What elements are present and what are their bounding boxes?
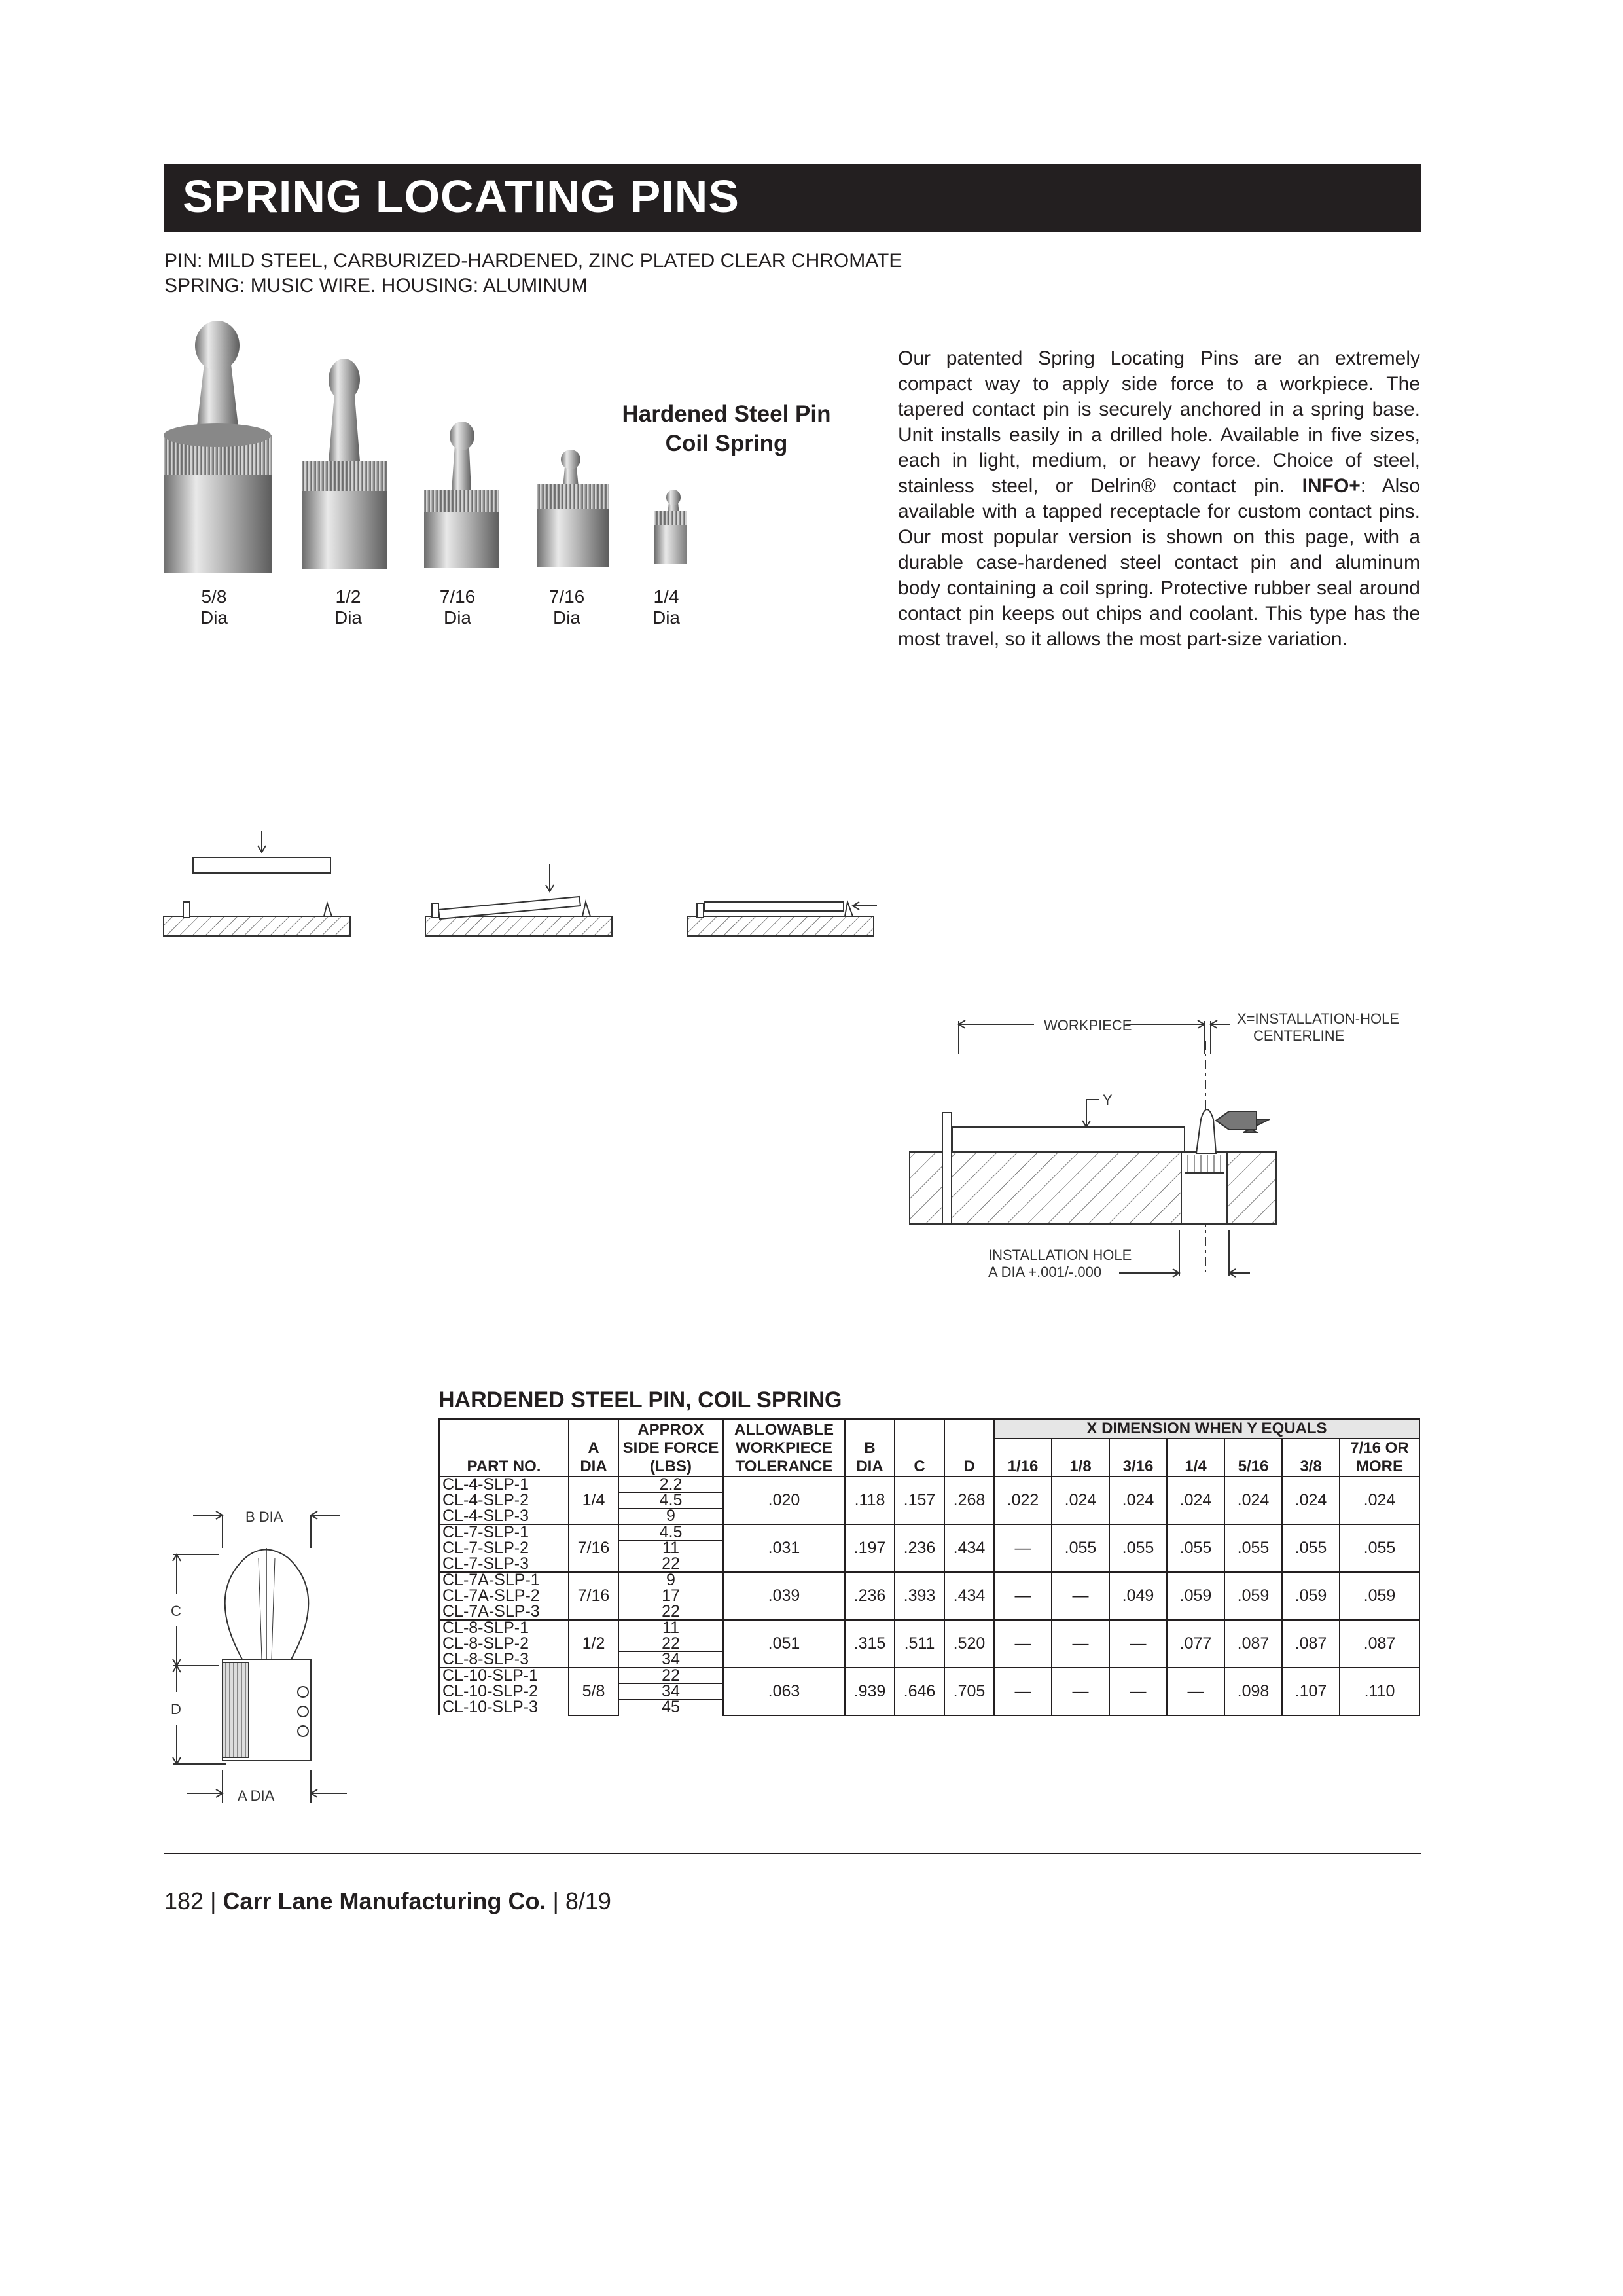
pin-size: 1/4 xyxy=(653,586,679,607)
photo-title-line-1: Hardened Steel Pin xyxy=(622,401,831,427)
page-title: SPRING LOCATING PINS xyxy=(183,171,740,222)
d-cell: .520 xyxy=(944,1620,994,1668)
b-dia-h1: B xyxy=(864,1439,876,1457)
tolerance-cell: .063 xyxy=(723,1668,845,1715)
x-dimension-cell: .059 xyxy=(1167,1572,1224,1620)
x-dimension-cell: .024 xyxy=(1282,1477,1340,1524)
side-force-cell: 4.5 xyxy=(618,1524,723,1541)
b-dia-cell: .315 xyxy=(845,1620,895,1668)
pin-label xyxy=(614,586,719,628)
x-label-line-1: X=INSTALLATION-HOLE xyxy=(1237,1011,1399,1027)
x-dimension-cell: .055 xyxy=(1282,1524,1340,1572)
x-dimension-cell: .022 xyxy=(994,1477,1052,1524)
tol-h3: TOLERANCE xyxy=(735,1458,833,1475)
b-dia-cell: .118 xyxy=(845,1477,895,1524)
hole-label-line-2: A DIA +.001/-.000 xyxy=(988,1264,1102,1280)
x-dimension-cell: .087 xyxy=(1224,1620,1282,1668)
c-label: C xyxy=(171,1603,181,1619)
side-force-cell: 11 xyxy=(618,1620,723,1636)
x-dimension-cell: .024 xyxy=(1167,1477,1224,1524)
tolerance-cell: .020 xyxy=(723,1477,845,1524)
a-dia-cell: 5/8 xyxy=(569,1668,618,1715)
col-x-dimension-group: X DIMENSION WHEN Y EQUALS xyxy=(994,1419,1419,1439)
c-cell: .393 xyxy=(895,1572,944,1620)
x-dimension-cell: .055 xyxy=(1052,1524,1109,1572)
footer-rule xyxy=(164,1853,1421,1854)
a-dia-h1: A xyxy=(588,1439,599,1457)
part-number-cell: CL-7-SLP-2 xyxy=(439,1541,569,1556)
pin-label xyxy=(405,586,510,628)
side-force-cell: 9 xyxy=(618,1509,723,1525)
x-dimension-cell: .024 xyxy=(1340,1477,1419,1524)
x-dimension-cell: — xyxy=(994,1668,1052,1715)
col-x-1-4: 1/4 xyxy=(1167,1439,1224,1477)
tolerance-cell: .039 xyxy=(723,1572,845,1620)
col-part-no: PART NO. xyxy=(439,1419,569,1477)
footer-date: 8/19 xyxy=(565,1888,611,1914)
pin-size: 7/16 xyxy=(439,586,476,607)
x-dimension-cell: .098 xyxy=(1224,1668,1282,1715)
description-text-1: Our patented Spring Locating Pins are an extremely compact way to apply side force to a workpiece. The tapered contact pin is securely anchored in a spring base. Unit installs easily in a drilled hole. Available in five sizes, each in light, medium, or heavy force. Choice of steel, stainless steel, or Delrin® contact pin. xyxy=(898,348,1420,497)
c-cell: .646 xyxy=(895,1668,944,1715)
pin-unit: Dia xyxy=(200,607,228,628)
workpiece-label: WORKPIECE xyxy=(1044,1017,1132,1033)
pin-size: 7/16 xyxy=(548,586,585,607)
x-dimension-cell: — xyxy=(1109,1668,1167,1715)
col-tolerance xyxy=(723,1419,845,1477)
x-dimension-cell: — xyxy=(1052,1572,1109,1620)
tol-h1: ALLOWABLE xyxy=(734,1421,834,1439)
x-dimension-cell: — xyxy=(1167,1668,1224,1715)
col-a-dia xyxy=(569,1419,618,1477)
company-name: Carr Lane Manufacturing Co. xyxy=(223,1888,546,1914)
a-dia-cell: 1/2 xyxy=(569,1620,618,1668)
table-row xyxy=(439,1668,1419,1684)
hole-label-line-1: INSTALLATION HOLE xyxy=(988,1247,1132,1263)
tol-h2: WORKPIECE xyxy=(735,1439,832,1457)
col-x-7-16-more: 7/16 OR MORE xyxy=(1340,1439,1419,1477)
x-dimension-cell: .055 xyxy=(1167,1524,1224,1572)
x-dimension-cell: .087 xyxy=(1340,1620,1419,1668)
photo-title xyxy=(589,399,864,458)
col-d: D xyxy=(944,1419,994,1477)
part-number-cell: CL-4-SLP-1 xyxy=(439,1477,569,1493)
part-number-cell: CL-4-SLP-3 xyxy=(439,1509,569,1525)
operation-diagrams xyxy=(160,825,880,942)
table-title: HARDENED STEEL PIN, COIL SPRING xyxy=(438,1388,842,1412)
x-dimension-cell: .087 xyxy=(1282,1620,1340,1668)
table-row xyxy=(439,1620,1419,1636)
y-label: Y xyxy=(1103,1092,1113,1108)
force-h2: SIDE FORCE xyxy=(622,1439,719,1457)
side-force-cell: 22 xyxy=(618,1556,723,1573)
dimension-diagram xyxy=(160,1496,376,1820)
force-h1: APPROX xyxy=(637,1421,704,1439)
force-h3: (LBS) xyxy=(650,1458,692,1475)
x-label-line-2: CENTERLINE xyxy=(1253,1028,1345,1044)
pin-label xyxy=(514,586,619,628)
page-number: 182 xyxy=(164,1888,204,1914)
x-dimension-cell: .059 xyxy=(1282,1572,1340,1620)
d-cell: .434 xyxy=(944,1524,994,1572)
part-number-cell: CL-10-SLP-1 xyxy=(439,1668,569,1684)
part-number-cell: CL-7-SLP-1 xyxy=(439,1524,569,1541)
c-cell: .236 xyxy=(895,1524,944,1572)
table-row xyxy=(439,1477,1419,1493)
x-dimension-cell: — xyxy=(994,1620,1052,1668)
x-dimension-cell: .055 xyxy=(1224,1524,1282,1572)
pin-5-8-image xyxy=(164,321,272,573)
info-label: INFO+ xyxy=(1302,475,1361,497)
x-dimension-cell: — xyxy=(1052,1668,1109,1715)
installation-diagram xyxy=(903,1001,1427,1302)
part-number-cell: CL-8-SLP-2 xyxy=(439,1636,569,1652)
part-number-cell: CL-8-SLP-1 xyxy=(439,1620,569,1636)
footer: 182 | Carr Lane Manufacturing Co. | 8/19 xyxy=(164,1888,611,1914)
pin-1-4-image xyxy=(654,490,687,564)
col-x-3-8: 3/8 xyxy=(1282,1439,1340,1477)
col-x-5-16: 5/16 xyxy=(1224,1439,1282,1477)
x-dimension-cell: — xyxy=(994,1572,1052,1620)
col-x-1-8: 1/8 xyxy=(1052,1439,1109,1477)
materials-line-1: PIN: MILD STEEL, CARBURIZED-HARDENED, ZINC PLATED CLEAR CHROMATE xyxy=(164,250,902,272)
x-dimension-cell: .055 xyxy=(1109,1524,1167,1572)
col-x-3-16: 3/16 xyxy=(1109,1439,1167,1477)
side-force-cell: 22 xyxy=(618,1636,723,1652)
side-force-cell: 22 xyxy=(618,1668,723,1684)
x-dimension-cell: .049 xyxy=(1109,1572,1167,1620)
x-dimension-cell: .024 xyxy=(1224,1477,1282,1524)
pin-7-16-image xyxy=(424,422,499,568)
part-number-cell: CL-4-SLP-2 xyxy=(439,1493,569,1509)
d-cell: .705 xyxy=(944,1668,994,1715)
photo-title-line-2: Coil Spring xyxy=(665,431,788,456)
side-force-cell: 45 xyxy=(618,1700,723,1715)
side-force-cell: 17 xyxy=(618,1588,723,1604)
spec-table xyxy=(438,1418,1420,1716)
pin-unit: Dia xyxy=(552,607,580,628)
x-dimension-cell: — xyxy=(1109,1620,1167,1668)
description xyxy=(898,346,1420,652)
d-label: D xyxy=(171,1701,181,1717)
pin-label xyxy=(162,586,266,628)
table-row xyxy=(439,1572,1419,1588)
table-row xyxy=(439,1524,1419,1541)
materials-line-2: SPRING: MUSIC WIRE. HOUSING: ALUMINUM xyxy=(164,275,588,296)
pin-size: 5/8 xyxy=(201,586,227,607)
pin-unit: Dia xyxy=(443,607,471,628)
x-dimension-cell: .059 xyxy=(1224,1572,1282,1620)
x-dimension-cell: — xyxy=(1052,1620,1109,1668)
side-force-cell: 9 xyxy=(618,1572,723,1588)
a-dia-cell: 1/4 xyxy=(569,1477,618,1524)
col-c: C xyxy=(895,1419,944,1477)
side-force-cell: 34 xyxy=(618,1652,723,1668)
pin-unit: Dia xyxy=(334,607,362,628)
part-number-cell: CL-7A-SLP-2 xyxy=(439,1588,569,1604)
tolerance-cell: .051 xyxy=(723,1620,845,1668)
side-force-cell: 34 xyxy=(618,1684,723,1700)
a-dia-cell: 7/16 xyxy=(569,1572,618,1620)
part-number-cell: CL-8-SLP-3 xyxy=(439,1652,569,1668)
pin-7-16-short-image xyxy=(537,450,609,567)
x-dimension-cell: .059 xyxy=(1340,1572,1419,1620)
side-force-cell: 11 xyxy=(618,1541,723,1556)
pin-unit: Dia xyxy=(652,607,680,628)
pin-size: 1/2 xyxy=(335,586,361,607)
b-dia-cell: .197 xyxy=(845,1524,895,1572)
part-number-cell: CL-7A-SLP-1 xyxy=(439,1572,569,1588)
c-cell: .511 xyxy=(895,1620,944,1668)
side-force-cell: 2.2 xyxy=(618,1477,723,1493)
x-dimension-cell: .077 xyxy=(1167,1620,1224,1668)
x-dimension-cell: — xyxy=(994,1524,1052,1572)
part-number-cell: CL-7-SLP-3 xyxy=(439,1556,569,1573)
title-bar xyxy=(164,164,1421,232)
part-number-cell: CL-10-SLP-2 xyxy=(439,1684,569,1700)
col-x-1-16: 1/16 xyxy=(994,1439,1052,1477)
tolerance-cell: .031 xyxy=(723,1524,845,1572)
description-text-2: : Also available with a tapped receptacle for custom contact pins. Our most popular version is shown on this page, with a durable case-hardened steel contact pin and aluminum body containing a coil spring. Protective rubber seal around contact pin keeps out chips and coolant. This type has the most travel, so it allows the most part-size variation. xyxy=(898,475,1421,650)
col-side-force xyxy=(618,1419,723,1477)
d-cell: .268 xyxy=(944,1477,994,1524)
b-dia-h2: DIA xyxy=(856,1458,883,1475)
part-number-cell: CL-10-SLP-3 xyxy=(439,1700,569,1715)
d-cell: .434 xyxy=(944,1572,994,1620)
x-dimension-cell: .107 xyxy=(1282,1668,1340,1715)
b-dia-cell: .236 xyxy=(845,1572,895,1620)
side-force-cell: 22 xyxy=(618,1604,723,1621)
x-dimension-cell: .055 xyxy=(1340,1524,1419,1572)
a-dia-cell: 7/16 xyxy=(569,1524,618,1572)
a-dia-h2: DIA xyxy=(580,1458,607,1475)
a-dia-label: A DIA xyxy=(238,1787,275,1804)
side-force-cell: 4.5 xyxy=(618,1493,723,1509)
col-b-dia xyxy=(845,1419,895,1477)
part-number-cell: CL-7A-SLP-3 xyxy=(439,1604,569,1621)
pin-label xyxy=(296,586,401,628)
b-dia-cell: .939 xyxy=(845,1668,895,1715)
x-dimension-cell: .024 xyxy=(1109,1477,1167,1524)
x-dimension-cell: .024 xyxy=(1052,1477,1109,1524)
c-cell: .157 xyxy=(895,1477,944,1524)
x-dimension-cell: .110 xyxy=(1340,1668,1419,1715)
pin-1-2-image xyxy=(302,359,387,569)
b-dia-label: B DIA xyxy=(245,1509,283,1525)
